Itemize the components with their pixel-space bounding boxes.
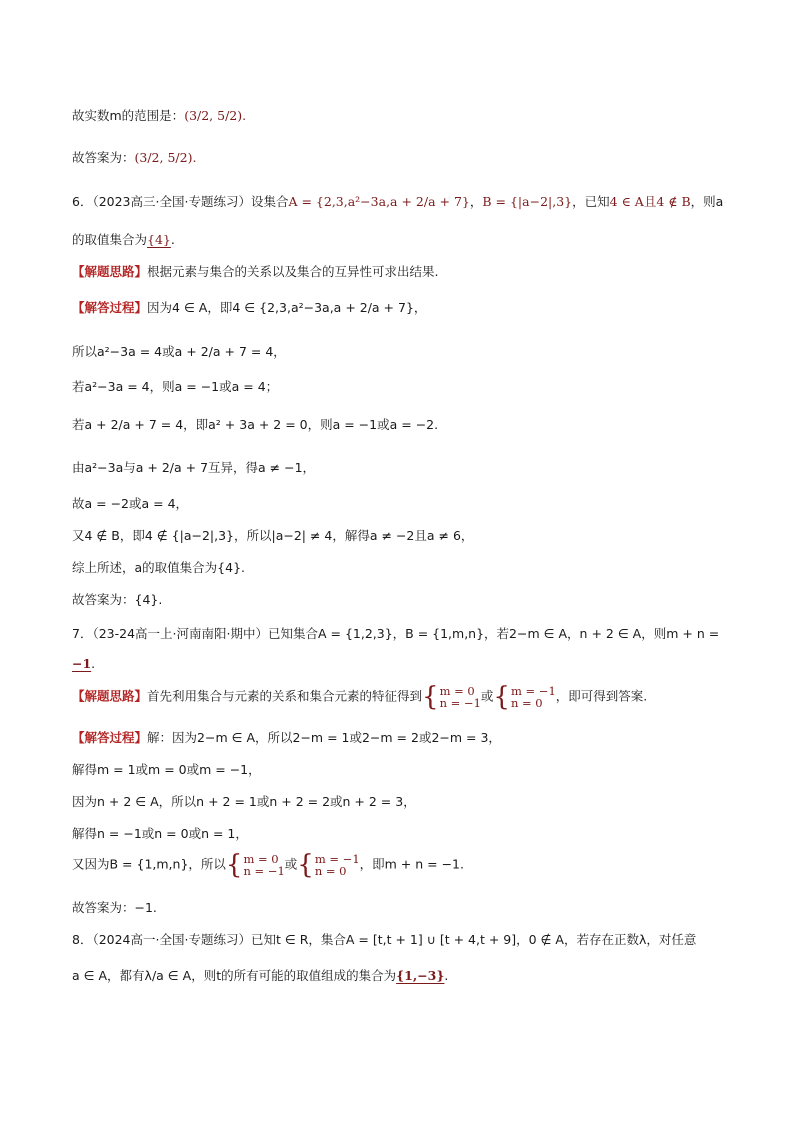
q7-step-5-case-2: { m = −1 n = 0 bbox=[297, 850, 360, 880]
q6-step-9: 故答案为：{4}. bbox=[72, 592, 163, 607]
q8-head: 8．（2024高一·全国·专题练习）已知t ∈ R，集合A = [t,t + 1] ∪ [t + 4,t + 9]，0 ∉ A，若存在正数λ，对任意 bbox=[72, 932, 697, 947]
q6-set-b: B = {|a−2|,3} bbox=[482, 194, 573, 209]
q6-step-3: 若a²−3a = 4，则a = −1或a = 4； bbox=[72, 379, 279, 394]
q7-idea-case-2-row-2: n = 0 bbox=[510, 696, 543, 710]
q7-idea-or: 或 bbox=[480, 688, 494, 704]
q8-stem-line-2 bbox=[72, 966, 448, 984]
q6-line2-pre: 的取值集合为 bbox=[72, 232, 148, 247]
q6-step-8-line bbox=[72, 558, 245, 576]
q6-step-2-line bbox=[72, 342, 286, 360]
q7-step-5-or: 或 bbox=[284, 856, 298, 872]
q6-then: ，则a bbox=[690, 194, 724, 209]
intro-math-2: (3/2, 5/2). bbox=[134, 150, 197, 165]
q7-step-5-case-2-row-2: n = 0 bbox=[314, 864, 347, 878]
q7-step-5-post: ，即m + n = −1. bbox=[359, 856, 464, 872]
q6-step-4-line bbox=[72, 415, 438, 433]
q7-idea-case-1-row-2: n = −1 bbox=[439, 696, 481, 710]
q6-head: 6．（2023高三·全国·专题练习）设集合 bbox=[72, 194, 289, 209]
q7-step-1: 解：因为2−m ∈ A，所以2−m = 1或2−m = 2或2−m = 3， bbox=[147, 730, 501, 745]
q8-stem-line-1 bbox=[72, 930, 696, 948]
q6-step-5-line bbox=[72, 458, 315, 476]
q7-step-6: 故答案为：−1. bbox=[72, 900, 157, 915]
q7-idea-tag: 【解题思路】 bbox=[72, 688, 148, 704]
q7-idea-case-2: { m = −1 n = 0 bbox=[493, 682, 556, 712]
q6-proc-tag: 【解答过程】 bbox=[72, 300, 148, 315]
q6-step-4: 若a + 2/a + 7 = 4，即a² + 3a + 2 = 0，则a = −1或a = −2. bbox=[72, 417, 439, 432]
q6-step-8: 综上所述，a的取值集合为{4}. bbox=[72, 560, 245, 575]
q6-step-5: 由a²−3a与a + 2/a + 7互异，得a ≠ −1， bbox=[72, 460, 316, 475]
q7-idea-case-2-row-1: m = −1 bbox=[510, 684, 556, 698]
q6-idea-text: 根据元素与集合的关系以及集合的互异性可求出结果. bbox=[147, 264, 439, 279]
q7-step-3-line bbox=[72, 792, 416, 810]
q7-stem-line-2: −1. bbox=[72, 656, 96, 671]
q6-stem-line-2: 的取值集合为{4}. bbox=[72, 232, 175, 247]
q7-proc-tag: 【解答过程】 bbox=[72, 730, 148, 745]
q7-answer-blank: −1 bbox=[72, 656, 92, 671]
q7-idea-pre: 首先利用集合与元素的关系和集合元素的特征得到 bbox=[147, 688, 423, 704]
q7-step-6-line bbox=[72, 898, 157, 916]
q6-stem-line-1 bbox=[72, 192, 723, 210]
q6-step-7: 又4 ∉ B，即4 ∉ {|a−2|,3}，所以|a−2| ≠ 4，解得a ≠ −2且a ≠ 6， bbox=[72, 528, 474, 543]
q7-idea-case-1-row-1: m = 0 bbox=[439, 684, 475, 698]
q8-answer-blank: {1,−3} bbox=[396, 968, 445, 983]
q6-process-1 bbox=[72, 298, 426, 316]
q7-process-1 bbox=[72, 728, 501, 746]
q6-step-3-line bbox=[72, 377, 278, 395]
intro-text-1: 故实数m的范围是： bbox=[72, 108, 185, 123]
q6-set-a: A = {2,3,a²−3a,a + 2/a + 7} bbox=[288, 194, 470, 209]
q6-idea-tag: 【解题思路】 bbox=[72, 264, 148, 279]
q6-comma: ， bbox=[469, 194, 483, 209]
q7-step-5-case-1: { m = 0 n = −1 bbox=[225, 850, 285, 880]
q7-idea-case-1: { m = 0 n = −1 bbox=[422, 682, 481, 712]
q7-step-5-case-1-row-2: n = −1 bbox=[243, 864, 285, 878]
q7-step-4: 解得n = −1或n = 0或n = 1， bbox=[72, 826, 248, 841]
q7-step-2-line bbox=[72, 760, 261, 778]
q6-step-1: 因为4 ∈ A，即4 ∈ {2,3,a²−3a,a + 2/a + 7}， bbox=[147, 300, 427, 315]
q7-stem-line-1 bbox=[72, 624, 719, 642]
q6-answer-blank: {4} bbox=[147, 232, 171, 247]
q6-step-6-line bbox=[72, 494, 188, 512]
q7-step-5-case-1-row-1: m = 0 bbox=[243, 852, 279, 866]
q7-head: 7．（23-24高一上·河南南阳·期中）已知集合A = {1,2,3}，B = {1,m,n}，若2−m ∈ A，n + 2 ∈ A，则m + n = bbox=[72, 626, 720, 641]
q8-line2-pre: a ∈ A，都有λ/a ∈ A，则t的所有可能的取值组成的集合为 bbox=[72, 968, 397, 983]
q7-step-5-pre: 又因为B = {1,m,n}，所以 bbox=[72, 856, 226, 872]
q7-step-3: 因为n + 2 ∈ A，所以n + 2 = 1或n + 2 = 2或n + 2 = 3， bbox=[72, 794, 416, 809]
q7-step-5-line bbox=[72, 852, 464, 878]
q6-condition: 4 ∈ A且4 ∉ B bbox=[609, 194, 691, 209]
q7-step-4-line bbox=[72, 824, 248, 842]
q7-idea-post: ，即可得到答案. bbox=[555, 688, 648, 704]
q6-known: ，已知 bbox=[572, 194, 610, 209]
intro-line-2 bbox=[72, 148, 196, 166]
intro-line-1 bbox=[72, 106, 246, 124]
intro-math-1: (3/2, 5/2). bbox=[184, 108, 247, 123]
q6-step-7-line bbox=[72, 526, 473, 544]
q7-idea bbox=[72, 684, 647, 710]
q6-step-6: 故a = −2或a = 4， bbox=[72, 496, 189, 511]
q6-step-2: 所以a²−3a = 4或a + 2/a + 7 = 4， bbox=[72, 344, 286, 359]
q6-idea bbox=[72, 262, 439, 280]
q7-step-5-case-2-row-1: m = −1 bbox=[314, 852, 360, 866]
q6-step-9-line bbox=[72, 590, 162, 608]
intro-text-2: 故答案为： bbox=[72, 150, 135, 165]
q8-line2-end: . bbox=[444, 968, 449, 983]
q7-step-2: 解得m = 1或m = 0或m = −1， bbox=[72, 762, 261, 777]
